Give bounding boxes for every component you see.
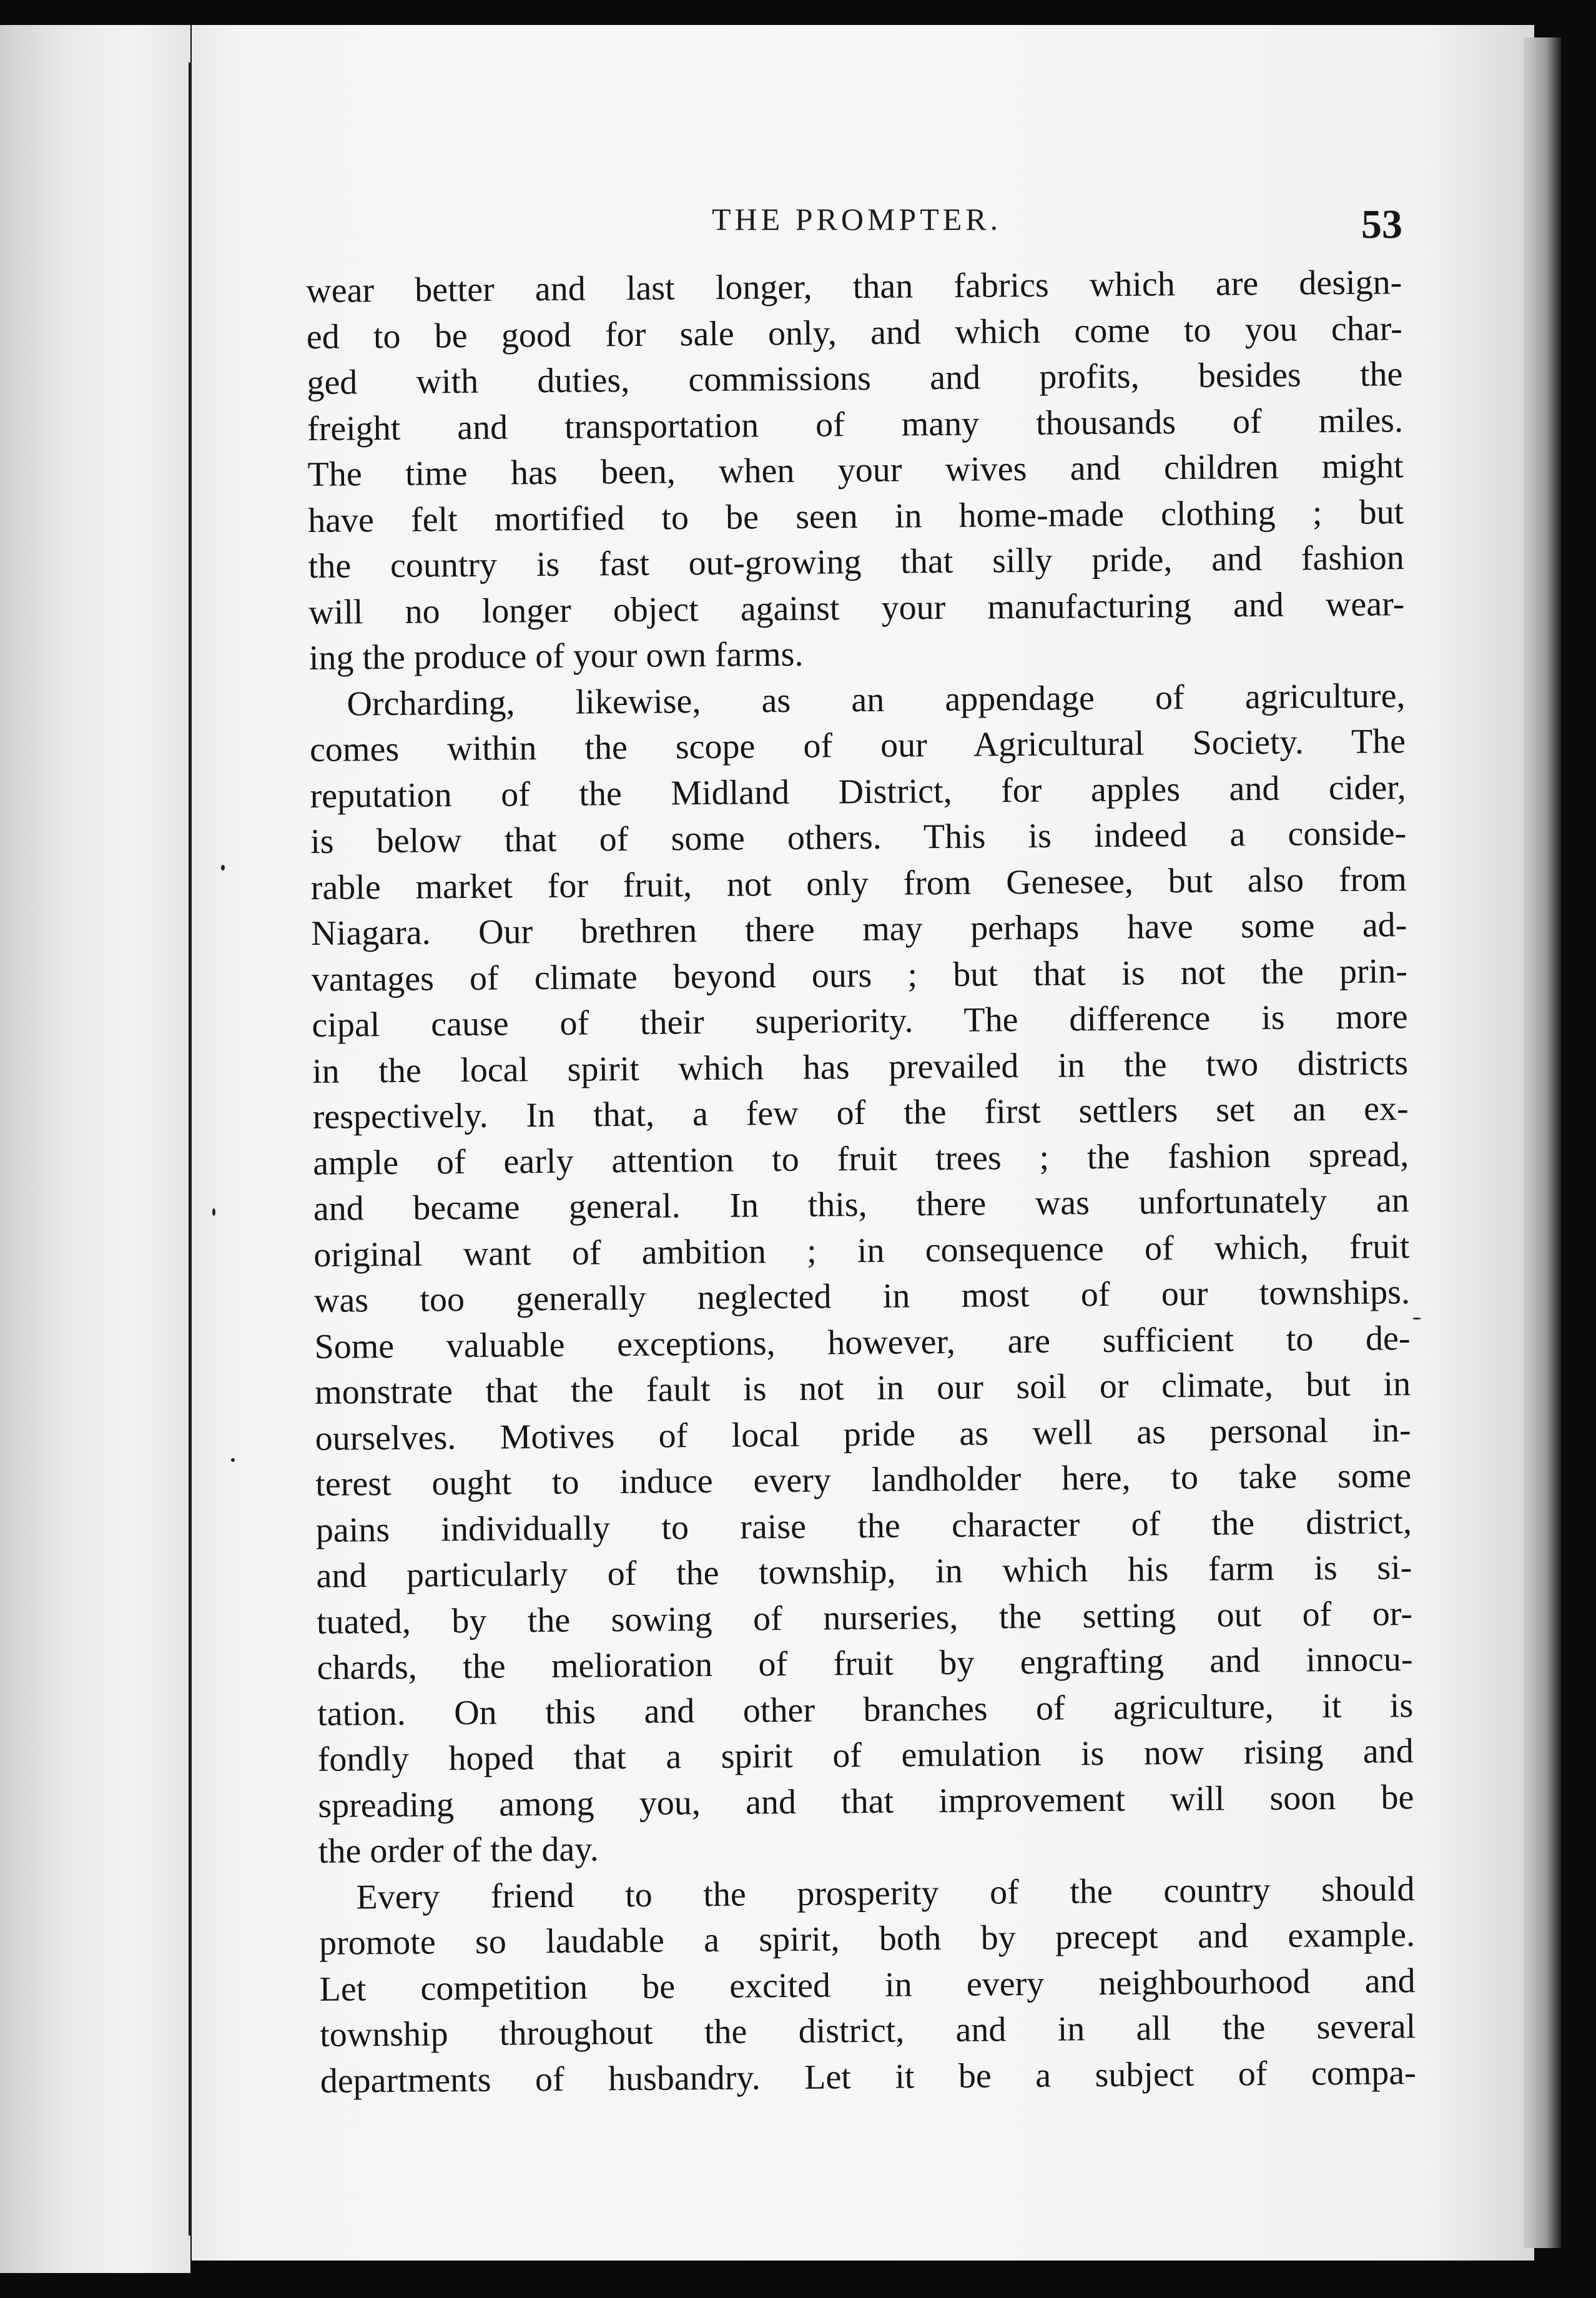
text-line: was too generally neglected in most of our townships. [313, 1273, 1411, 1320]
text-line: Every friend to the prosperity of the country should [356, 1869, 1415, 1916]
facing-page-edge [0, 25, 190, 2273]
text-line: chards, the melioration of fruit by engrafting and innocu- [317, 1640, 1413, 1687]
page-shadow-edge [1524, 37, 1561, 2248]
text-line: township throughout the district, and in all the several [319, 2007, 1416, 2054]
text-line: respectively. In that, a few of the first settlers set an ex- [312, 1089, 1409, 1137]
text-line: spreading among you, and that improvement will soon be [318, 1777, 1414, 1825]
text-line: fondly hoped that a spirit of emulation is now rising and [317, 1732, 1414, 1779]
text-line: have felt mortified to be seen in home-made clothing ; but [307, 492, 1404, 540]
paragraph [318, 1867, 1416, 2104]
text-line: wear better and last longer, than fabrics which are design- [306, 263, 1402, 310]
ink-speck [212, 1208, 215, 1216]
text-line: Let competition be excited in every neighbourhood and [319, 1961, 1416, 2009]
text-line: promote so laudable a spirit, both by precept and example. [318, 1915, 1416, 1963]
text-line: ed to be good for sale only, and which come to you char- [306, 308, 1403, 357]
text-line: Niagara. Our brethren there may perhaps have some ad- [311, 905, 1407, 953]
text-line: original want of ambition ; in consequence of which, fruit [313, 1226, 1410, 1275]
paragraph [309, 673, 1414, 1875]
text-line: the country is fast out-growing that silly pride, and fashion [308, 538, 1404, 586]
text-line: Some valuable exceptions, however, are sufficient to de- [314, 1318, 1411, 1366]
text-line: and particularly of the township, in which his farm is si- [316, 1548, 1412, 1595]
text-line: comes within the scope of our Agricultural Society. The [309, 722, 1406, 769]
text-line: ample of early attention to fruit trees ; the fashion spread, [313, 1135, 1409, 1183]
text-line: the order of the day. [318, 1830, 599, 1871]
ink-speck [221, 865, 225, 870]
text-line: pains individually to raise the character of the district, [315, 1502, 1412, 1550]
text-line: tation. On this and other branches of agriculture, it is [317, 1685, 1414, 1733]
text-line: freight and transportation of many thousands of miles. [307, 400, 1404, 448]
text-line: in the local spirit which has prevailed in the two districts [312, 1043, 1409, 1091]
ink-speck [231, 1458, 235, 1462]
paragraph [306, 260, 1405, 681]
text-line: ing the produce of your own farms. [308, 634, 804, 678]
text-line: and became general. In this, there was unfortunately an [313, 1181, 1410, 1228]
page-number: 53 [1361, 202, 1402, 247]
text-line: The time has been, when your wives and children might [307, 446, 1404, 494]
text-line: monstrate that the fault is not in our soil or climate, but in [314, 1364, 1411, 1412]
text-line: tuated, by the sowing of nurseries, the setting out of or- [316, 1594, 1413, 1642]
running-title: THE PROMPTER. [712, 202, 1002, 237]
text-line: cipal cause of their superiority. The difference is more [312, 997, 1408, 1045]
text-line: vantages of climate beyond ours ; but that is not the prin- [311, 951, 1408, 999]
text-line: is below that of some others. This is indeed a conside- [310, 814, 1407, 861]
text-line: will no longer object against your manufacturing and wear- [308, 584, 1405, 632]
text-line: terest ought to induce every landholder here, to take some [315, 1456, 1412, 1504]
text-line: Orcharding, likewise, as an appendage of agriculture, [347, 676, 1406, 724]
text-line: ged with duties, commissions and profits, besides the [307, 355, 1403, 402]
text-line: reputation of the Midland District, for apples and cider, [310, 767, 1406, 816]
text-line: departments of husbandry. Let it be a subject of compa- [320, 2053, 1416, 2101]
text-line: rable market for fruit, not only from Genesee, but also from [310, 859, 1407, 907]
text-line: ourselves. Motives of local pride as well as personal in- [315, 1410, 1411, 1458]
body-text [306, 260, 1416, 2104]
ink-speck [1412, 1318, 1421, 1319]
